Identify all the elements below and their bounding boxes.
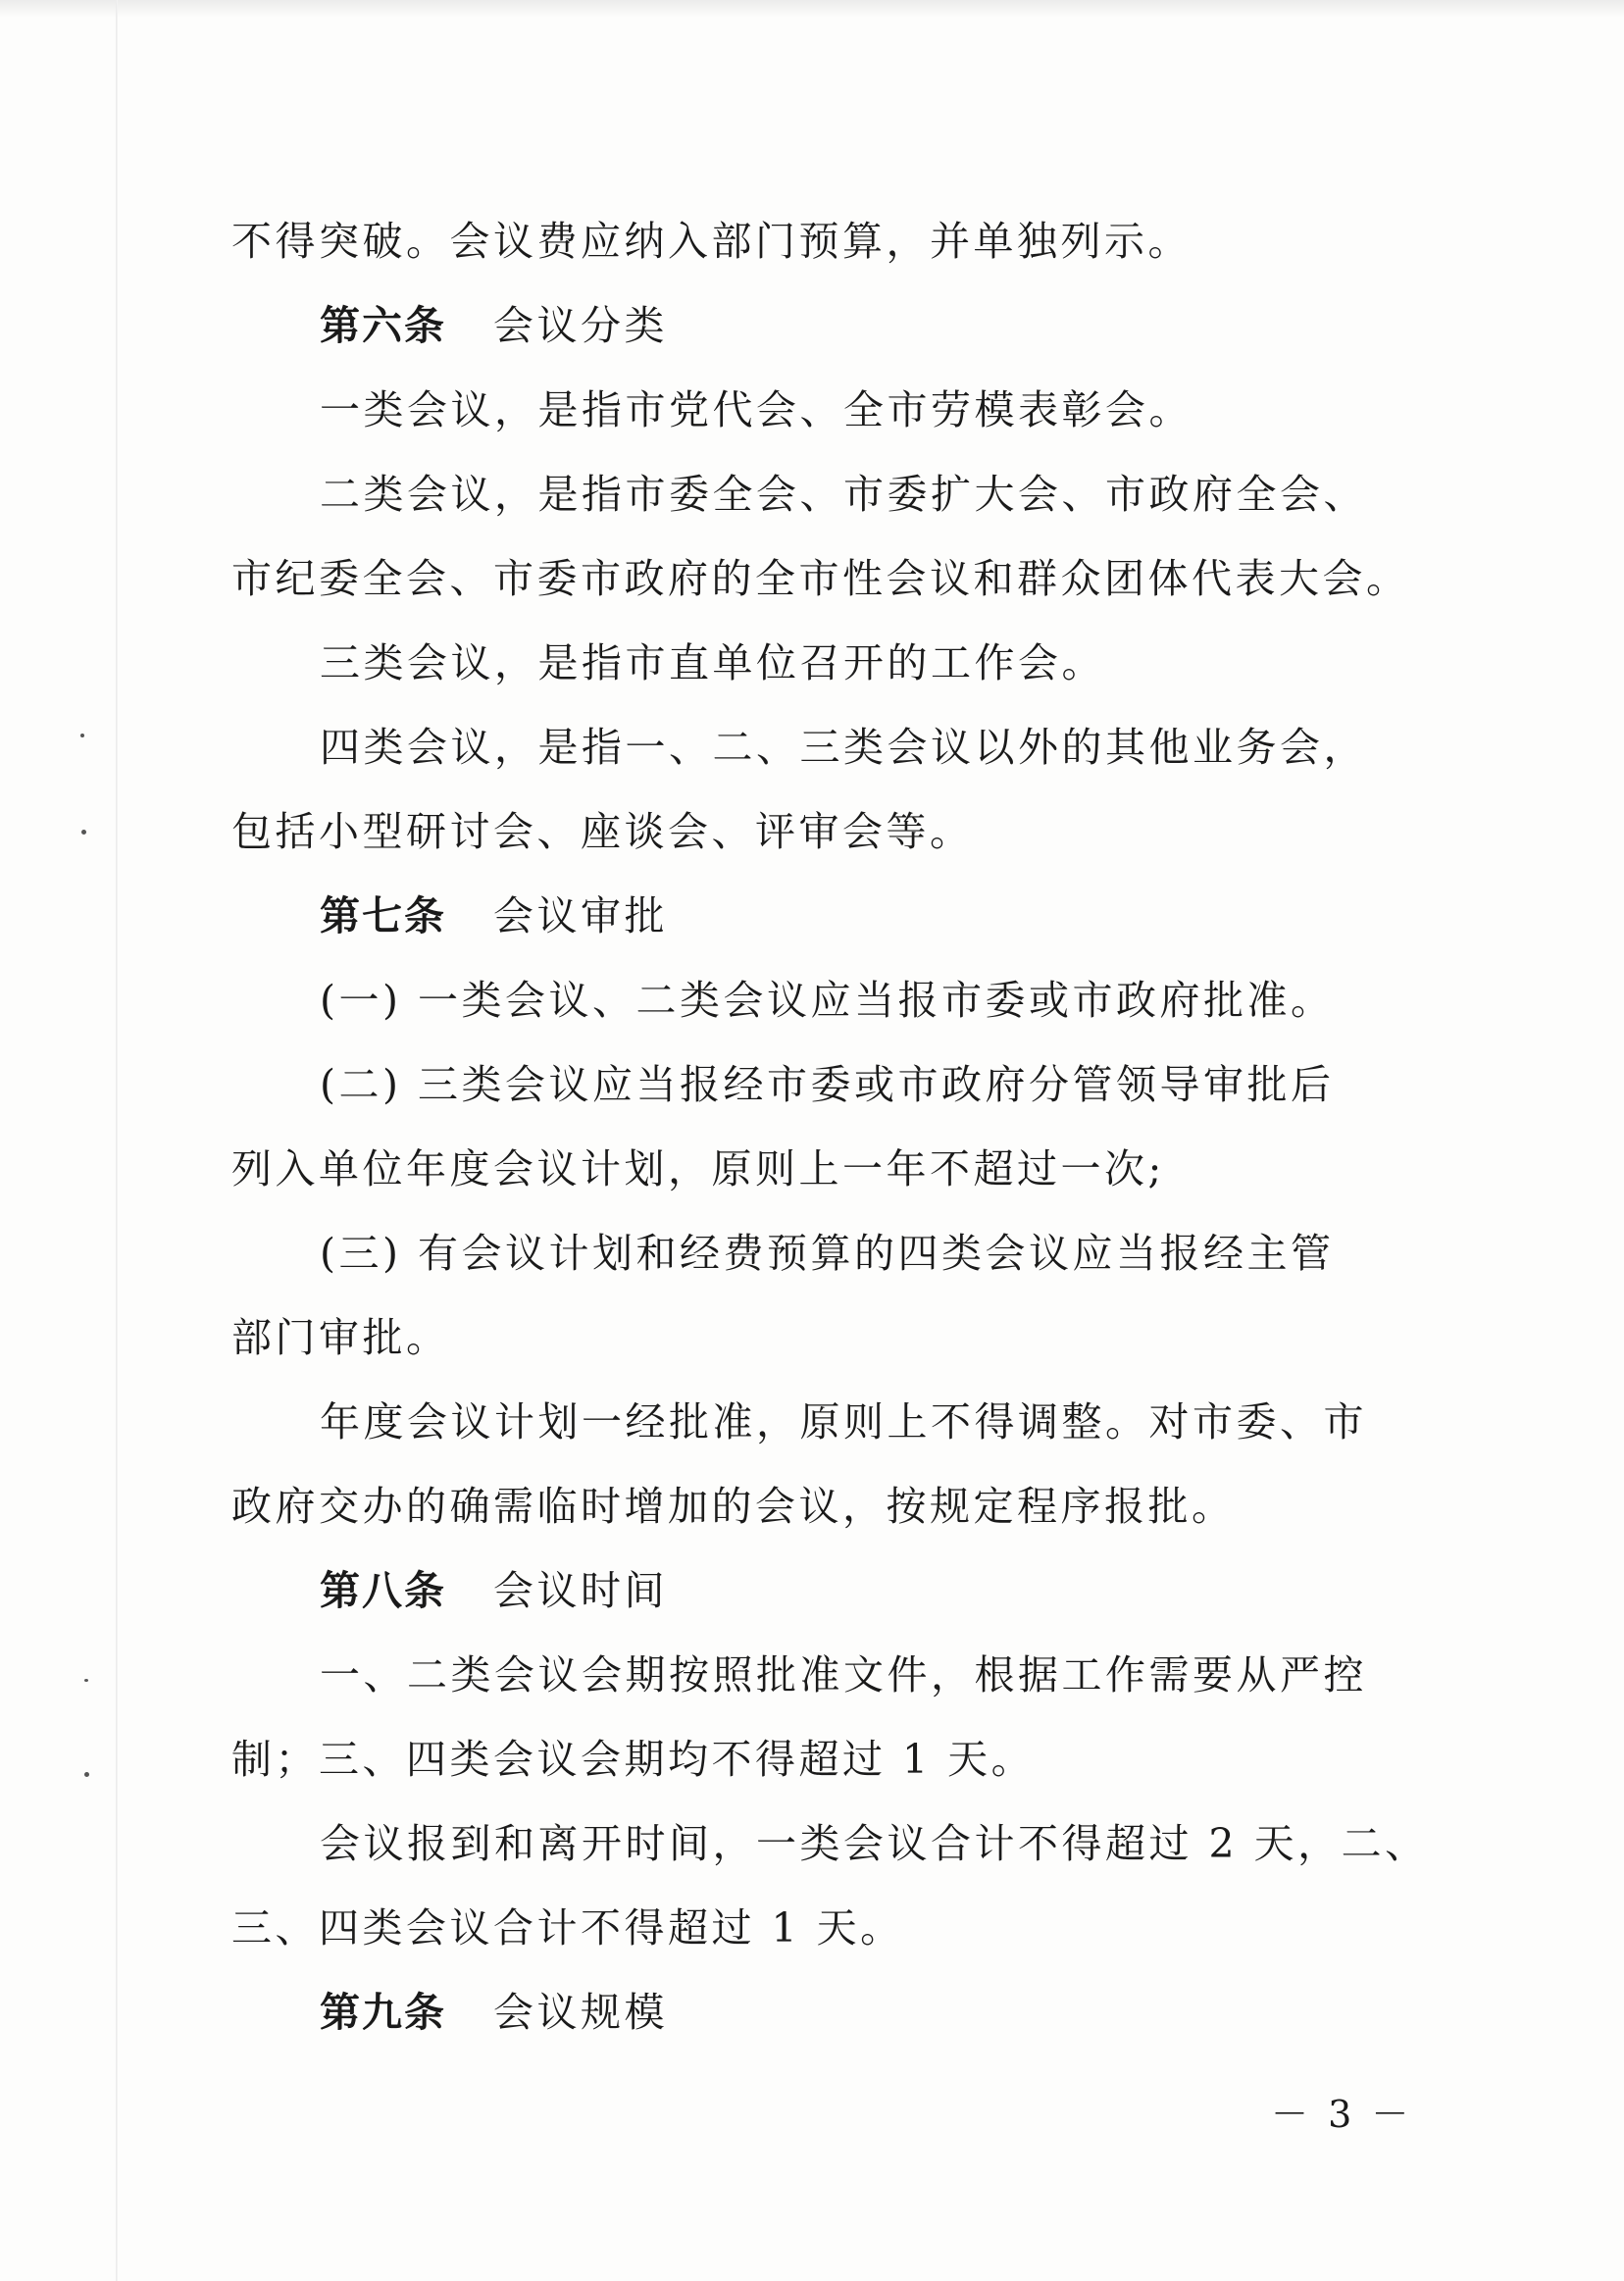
article-title: 会议时间 bbox=[493, 1567, 668, 1614]
paragraph-line: 一类会议，是指市党代会、全市劳模表彰会。 bbox=[320, 386, 1193, 433]
scan-shadow-top bbox=[0, 0, 1624, 18]
article-heading-9 bbox=[320, 1989, 668, 2036]
paragraph-line: 政府交办的确需临时增加的会议，按规定程序报批。 bbox=[231, 1483, 1236, 1530]
paragraph-line: 包括小型研讨会、座谈会、评审会等。 bbox=[231, 808, 974, 855]
scan-speck bbox=[84, 1772, 89, 1777]
paragraph-line: (三) 有会议计划和经费预算的四类会议应当报经主管 bbox=[320, 1230, 1335, 1277]
article-number: 第六条 bbox=[320, 302, 446, 349]
article-title: 会议规模 bbox=[493, 1989, 668, 2036]
paragraph-line: 四类会议，是指一、二、三类会议以外的其他业务会， bbox=[320, 724, 1367, 771]
article-number: 第八条 bbox=[320, 1567, 446, 1614]
paragraph-line: (一) 一类会议、二类会议应当报市委或市政府批准。 bbox=[320, 977, 1335, 1024]
article-number: 第七条 bbox=[320, 892, 446, 939]
article-heading-7 bbox=[320, 892, 668, 939]
paragraph-line: 会议报到和离开时间，一类会议合计不得超过 2 天，二、 bbox=[320, 1820, 1429, 1867]
paragraph-line: 市纪委全会、市委市政府的全市性会议和群众团体代表大会。 bbox=[231, 555, 1410, 602]
paragraph-line: 年度会议计划一经批准，原则上不得调整。对市委、市 bbox=[320, 1398, 1367, 1445]
scan-speck bbox=[80, 734, 84, 737]
article-title: 会议分类 bbox=[493, 302, 668, 349]
article-title: 会议审批 bbox=[493, 892, 668, 939]
scan-binding-edge bbox=[116, 0, 118, 2281]
page-number: － 3 － bbox=[1271, 2093, 1413, 2136]
scan-speck bbox=[81, 830, 86, 835]
article-heading-6 bbox=[320, 302, 668, 349]
paragraph-line: 二类会议，是指市委全会、市委扩大会、市政府全会、 bbox=[320, 471, 1367, 518]
paragraph-line: 列入单位年度会议计划，原则上一年不超过一次; bbox=[231, 1145, 1165, 1192]
paragraph-line: 不得突破。会议费应纳入部门预算，并单独列示。 bbox=[231, 218, 1192, 265]
article-heading-8 bbox=[320, 1567, 668, 1614]
paragraph-line: 制；三、四类会议会期均不得超过 1 天。 bbox=[231, 1736, 1036, 1783]
scan-speck bbox=[84, 1679, 88, 1682]
paragraph-line: 三、四类会议合计不得超过 1 天。 bbox=[231, 1904, 904, 1952]
paragraph-line: 一、二类会议会期按照批准文件，根据工作需要从严控 bbox=[320, 1651, 1367, 1698]
paragraph-line: 三类会议，是指市直单位召开的工作会。 bbox=[320, 639, 1105, 686]
article-number: 第九条 bbox=[320, 1989, 446, 2036]
paragraph-line: 部门审批。 bbox=[231, 1314, 450, 1361]
paragraph-line: (二) 三类会议应当报经市委或市政府分管领导审批后 bbox=[320, 1061, 1335, 1108]
